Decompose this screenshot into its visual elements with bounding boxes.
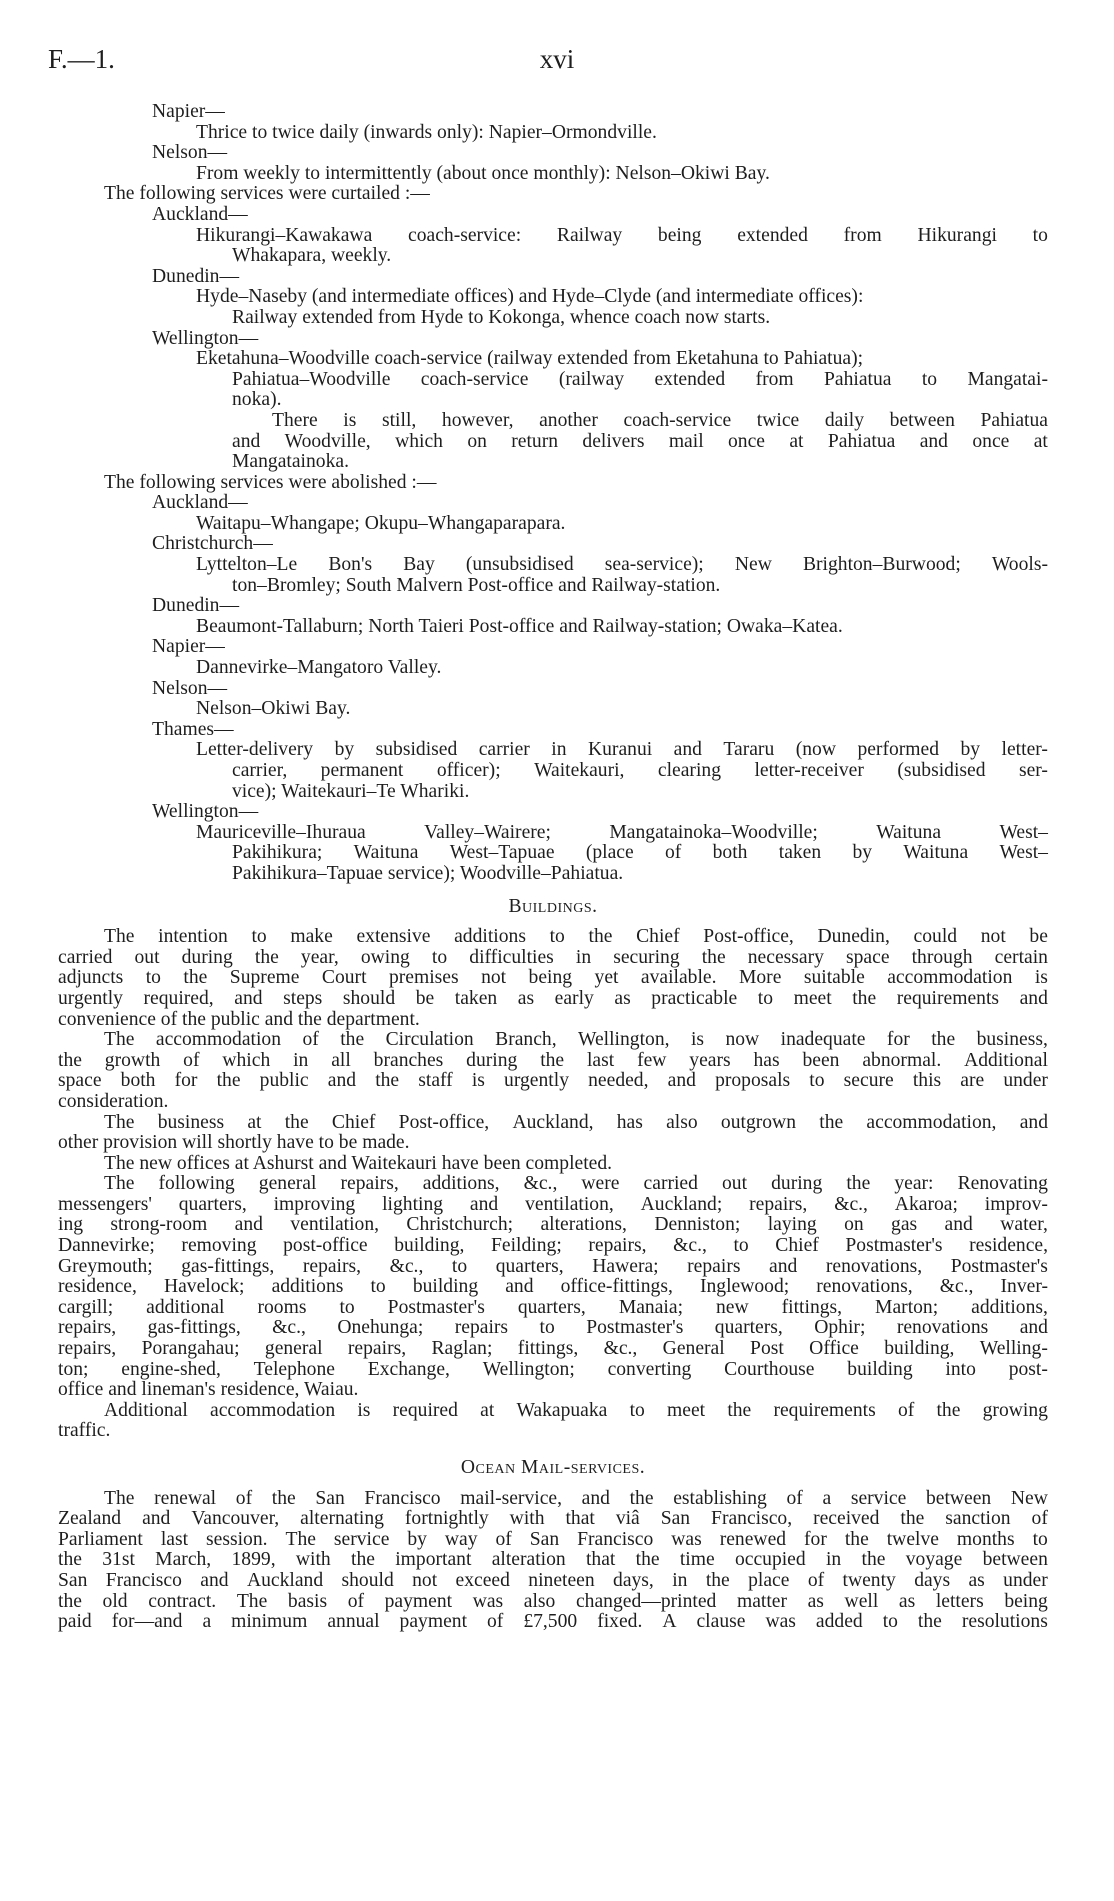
- section-heading-ocean-mail-services: Ocean Mail-services.: [460, 1457, 646, 1478]
- service-line: Mauriceville–Ihuraua Valley–Wairere; Mangatainoka–Woodville; Waituna West–: [196, 821, 1048, 843]
- service-line: Letter-delivery by subsidised carrier in Kuranui and Tararu (now performed by letter-: [196, 739, 1048, 761]
- service-note-line: and Woodville, which on return delivers mail once at Pahiatua and once at: [232, 430, 1048, 452]
- service-line: Dannevirke–Mangatoro Valley.: [196, 657, 442, 679]
- service-line: Railway extended from Hyde to Kokonga, whence coach now starts.: [232, 306, 771, 328]
- service-line: Whakapara, weekly.: [232, 245, 392, 267]
- paragraph-line: carried out during the year, owing to difficulties in securing the necessary space through certain: [58, 946, 1048, 968]
- office-heading-dunedin: Dunedin—: [152, 265, 240, 287]
- service-line: Pahiatua–Woodville coach-service (railway extended from Pahiatua to Mangatai-: [232, 368, 1048, 390]
- paragraph-line: The intention to make extensive additions to the Chief Post-office, Dunedin, could not be: [104, 926, 1048, 948]
- paragraph-line: Zealand and Vancouver, alternating fortnightly with that viâ San Francisco, received the sanction of: [58, 1508, 1048, 1530]
- paragraph-line: the growth of which in all branches during the last few years has been abnormal. Additional: [58, 1049, 1048, 1071]
- office-heading-auckland: Auckland—: [152, 492, 248, 514]
- office-heading-auckland: Auckland—: [152, 203, 248, 225]
- service-note-line: There is still, however, another coach-service twice daily between Pahiatua: [272, 409, 1048, 431]
- service-line: Lyttelton–Le Bon's Bay (unsubsidised sea-service); New Brighton–Burwood; Wools-: [196, 554, 1048, 576]
- paragraph-line: urgently required, and steps should be taken as early as practicable to meet the requirements and: [58, 987, 1048, 1009]
- paragraph-line: repairs, gas-fittings, &c., Onehunga; repairs to Postmaster's quarters, Ophir; renovations and: [58, 1317, 1048, 1339]
- office-heading-dunedin: Dunedin—: [152, 595, 240, 617]
- paragraph-line: ing strong-room and ventilation, Christchurch; alterations, Denniston; laying on gas and water,: [58, 1214, 1048, 1236]
- ocean-mail-paragraph: [58, 1489, 1048, 1633]
- paragraph-line: repairs, Porangahau; general repairs, Raglan; fittings, &c., General Post Office building, Welling-: [58, 1338, 1048, 1360]
- paragraph-line: office and lineman's residence, Waiau.: [58, 1379, 359, 1401]
- service-line: Beaumont-Tallaburn; North Taieri Post-office and Railway-station; Owaka–Katea.: [196, 615, 843, 637]
- office-heading-napier: Napier—: [152, 101, 225, 122]
- office-heading-napier: Napier—: [152, 636, 225, 658]
- paragraph-line: Greymouth; gas-fittings, repairs, &c., to quarters, Hawera; repairs and renovations, Postmaster's: [58, 1255, 1048, 1277]
- service-line: Waitapu–Whangape; Okupu–Whangaparapara.: [196, 512, 566, 534]
- service-line: Eketahuna–Woodville coach-service (railway extended from Eketahuna to Pahiatua);: [196, 348, 864, 370]
- service-line: noka).: [232, 389, 282, 411]
- paragraph-line: convenience of the public and the department.: [58, 1008, 420, 1030]
- paragraph-line: the old contract. The basis of payment was also changed—printed matter as well as letters being: [58, 1590, 1048, 1612]
- office-heading-thames: Thames—: [152, 718, 234, 740]
- document-body: [58, 102, 1048, 1633]
- paragraph-line: The following general repairs, additions, &c., were carried out during the year: Renovating: [104, 1173, 1048, 1195]
- page-number: xvi: [539, 44, 575, 74]
- paragraph-line: cargill; additional rooms to Postmaster's quarters, Manaia; new fittings, Marton; additions,: [58, 1296, 1048, 1318]
- service-line: carrier, permanent officer); Waitekauri, clearing letter-receiver (subsidised ser-: [232, 760, 1048, 781]
- paragraph-line: adjuncts to the Supreme Court premises not being yet available. More suitable accommodation is: [58, 967, 1048, 989]
- buildings-paragraph: [58, 1154, 1048, 1175]
- service-line: Nelson–Okiwi Bay.: [196, 698, 351, 720]
- paragraph-line: consideration.: [58, 1090, 169, 1112]
- service-line: Pakihikura–Tapuae service); Woodville–Pahiatua.: [232, 862, 624, 884]
- paragraph-line: the 31st March, 1899, with the important alteration that the time occupied in the voyage between: [58, 1549, 1048, 1571]
- paragraph-line: other provision will shortly have to be made.: [58, 1132, 410, 1154]
- paragraph-line: paid for—and a minimum annual payment of £7,500 fixed. A clause was added to the resolutions: [58, 1611, 1048, 1633]
- paragraph-line: messengers' quarters, improving lighting and ventilation, Auckland; repairs, &c., Akaroa; improv-: [58, 1193, 1048, 1215]
- buildings-paragraph: [58, 1174, 1048, 1401]
- service-line: ton–Bromley; South Malvern Post-office and Railway-station.: [232, 574, 721, 596]
- office-heading-nelson: Nelson—: [152, 677, 228, 699]
- parliamentary-paper-reference: F.—1.: [48, 44, 115, 74]
- buildings-section: [58, 927, 1048, 1633]
- paragraph-line: The new offices at Ashurst and Waitekauri have been completed.: [104, 1152, 613, 1174]
- paragraph-line: The accommodation of the Circulation Branch, Wellington, is now inadequate for the business,: [104, 1029, 1048, 1051]
- paragraph-line: traffic.: [58, 1420, 111, 1442]
- buildings-paragraph: [58, 1113, 1048, 1154]
- paragraph-line: The business at the Chief Post-office, Auckland, has also outgrown the accommodation, and: [104, 1111, 1048, 1133]
- service-line: Hikurangi–Kawakawa coach-service: Railway being extended from Hikurangi to: [196, 224, 1048, 246]
- office-heading-wellington: Wellington—: [152, 327, 259, 349]
- paragraph-line: ton; engine-shed, Telephone Exchange, Wellington; converting Courthouse building into post-: [58, 1358, 1048, 1380]
- service-line: vice); Waitekauri–Te Whariki.: [232, 780, 470, 802]
- paragraph-line: space both for the public and the staff is urgently needed, and proposals to secure this are under: [58, 1070, 1048, 1092]
- paragraph-line: Additional accommodation is required at Wakapuaka to meet the requirements of the growing: [104, 1399, 1048, 1421]
- buildings-paragraph: [58, 927, 1048, 1030]
- paragraph-line: San Francisco and Auckland should not exceed nineteen days, in the place of twenty days as under: [58, 1569, 1048, 1591]
- service-line: Thrice to twice daily (inwards only): Napier–Ormondville.: [196, 121, 657, 143]
- service-line: From weekly to intermittently (about once monthly): Nelson–Okiwi Bay.: [196, 162, 770, 184]
- office-heading-christchurch: Christchurch—: [152, 533, 273, 555]
- abolished-intro: The following services were abolished :—: [104, 471, 437, 493]
- paragraph-line: The renewal of the San Francisco mail-service, and the establishing of a service between New: [104, 1487, 1048, 1509]
- office-heading-nelson: Nelson—: [152, 142, 228, 164]
- paragraph-line: Dannevirke; removing post-office building, Feilding; repairs, &c., to Chief Postmaster's residence,: [58, 1235, 1048, 1257]
- service-note-line: Mangatainoka.: [232, 451, 349, 473]
- buildings-paragraph: [58, 1401, 1048, 1442]
- curtailed-intro: The following services were curtailed :—: [104, 183, 430, 205]
- section-heading-buildings: Buildings.: [508, 895, 598, 917]
- office-heading-wellington: Wellington—: [152, 801, 259, 823]
- buildings-paragraph: [58, 1030, 1048, 1112]
- service-line: Hyde–Naseby (and intermediate offices) and Hyde–Clyde (and intermediate offices):: [196, 286, 864, 308]
- service-line: Pakihikura; Waituna West–Tapuae (place of both taken by Waituna West–: [232, 842, 1048, 864]
- paragraph-line: residence, Havelock; additions to building and office-fittings, Inglewood; renovations, &c., Inver-: [58, 1276, 1048, 1298]
- paragraph-line: Parliament last session. The service by way of San Francisco was renewed for the twelve months to: [58, 1528, 1048, 1550]
